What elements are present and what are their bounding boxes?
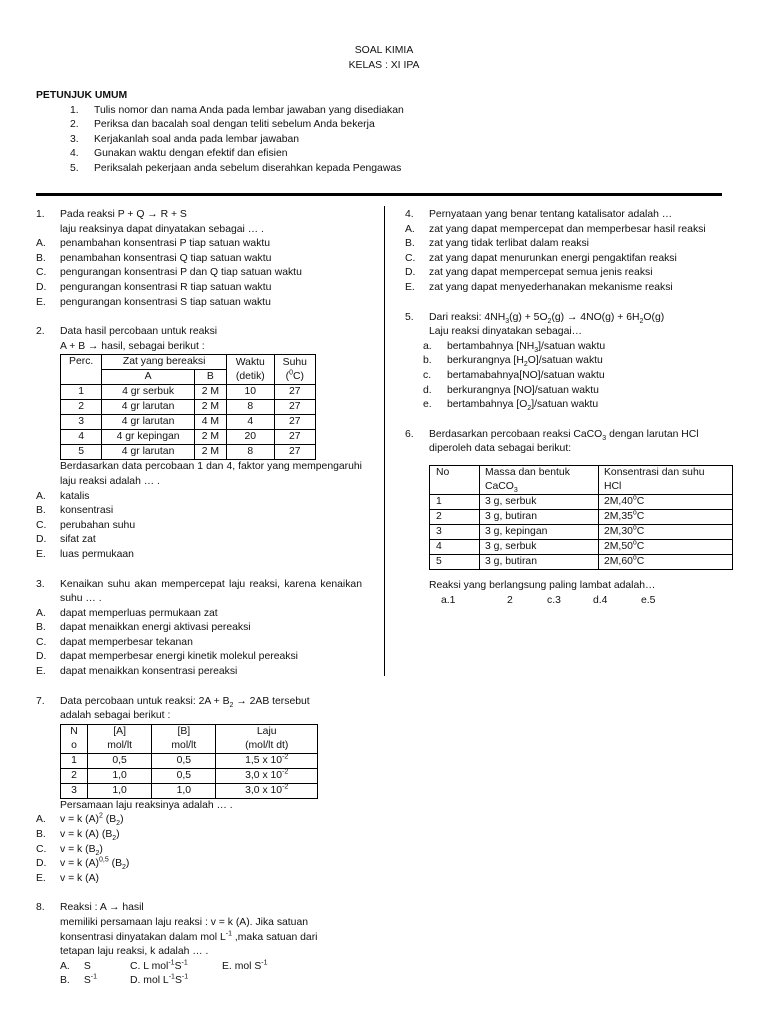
option: a. bertambahnya $[NH_3]$/satuan waktu [423, 340, 606, 354]
option: B. dapat menaikkan energi aktivasi pereaksi [36, 622, 251, 634]
table-row: 3 4 gr larutan 4 M 4 27 [61, 415, 316, 430]
question-7 [36, 695, 362, 887]
option: D. mol $L^{-1}S^{-1}$ [130, 973, 189, 986]
document-title: SOAL KIMIA [354, 45, 414, 56]
question-1 [36, 208, 362, 310]
instruction-item: 5. Periksalah pekerjaan anda sebelum diserahkan kepada Pengawas [70, 162, 402, 174]
question-number: 6. [405, 428, 414, 440]
option: D. pengurangan konsentrasi R tiap satuan waktu [36, 281, 272, 293]
document-subtitle: KELAS : XI IPA [348, 59, 420, 71]
question-stem: adalah sebagai berikut : [60, 710, 171, 722]
instruction-item: 3. Kerjakanlah soal anda pada lembar jawaban [70, 133, 300, 145]
option: B. zat yang tidak terlibat dalam reaksi [405, 238, 589, 250]
option: E. zat yang dapat menyederhanakan mekanisme reaksi [405, 281, 673, 293]
instruction-item: 4. Gunakan waktu dengan efektif dan efisien [70, 148, 288, 160]
option: B. konsentrasi [36, 505, 114, 517]
option: D. v = k $(A)^{0,5}$ $(B_2)$ [36, 856, 130, 872]
question-stem: laju reaksinya dapat dinyatakan sebagai … . [60, 223, 264, 235]
question-number: 2. [36, 326, 45, 338]
instructions-heading: PETUNJUK UMUM [36, 90, 128, 101]
question-number: 4. [405, 209, 414, 220]
option: E. mol $S^{-1}$ [222, 959, 268, 972]
option: C. pengurangan konsentrasi P dan Q tiap satuan waktu [36, 267, 302, 279]
table-row: 2 1,0 0,5 3,0 x $10^{-2}$ [61, 768, 318, 783]
table-row: 3 3 g, kepingan 2M,30$^o$C [430, 524, 733, 539]
column-divider [384, 206, 385, 676]
instruction-item: 1. Tulis nomor dan nama Anda pada lembar jawaban yang disediakan [70, 104, 404, 116]
right-column [405, 208, 733, 609]
question-stem: Kenaikan suhu akan mempercepat laju reaksi, karena kenaikan suhu … . [60, 578, 362, 605]
option: B. penambahan konsentrasi Q tiap satuan waktu [36, 252, 272, 264]
option: C. perubahan suhu [36, 519, 136, 531]
question-stem: Pernyataan yang benar tentang katalisator adalah … [429, 209, 673, 220]
question-number: 7. [36, 695, 45, 707]
option: C. v = k $(B_2)$ [36, 843, 103, 857]
option: B. $S^{-1}$ [60, 973, 97, 986]
option: D. zat yang dapat mempercepat semua jenis reaksi [405, 267, 653, 279]
question-5 [405, 311, 733, 413]
option: C. zat yang dapat menurunkan energi pengaktifan reaksi [405, 252, 677, 264]
instructions [36, 89, 736, 177]
option: e. bertambahnya $[O_2]$/satuan waktu [423, 399, 599, 413]
table-row: 5 3 g, butiran 2M,60$^o$C [430, 554, 733, 569]
question-stem: Persamaan laju reaksinya adalah … . [60, 799, 233, 811]
question-stem: Berdasarkan percobaan reaksi CaCO$_3$ dengan larutan HCl [429, 428, 699, 442]
option: A. penambahan konsentrasi P tiap satuan waktu [36, 238, 271, 250]
option: A. dapat memperluas permukaan zat [36, 607, 218, 619]
option: C. dapat memperbesar tekanan [36, 636, 193, 648]
option: 2 [507, 594, 513, 606]
table-row: 4 3 g, serbuk 2M,50$^o$C [430, 539, 733, 554]
option: E. dapat menaikkan konsentrasi pereaksi [36, 666, 238, 678]
question-stem: memiliki persamaan laju reaksi : v = k (A). Jika satuan [60, 917, 309, 928]
question-2 [36, 325, 362, 562]
option: e.5 [641, 594, 656, 606]
option: D. sifat zat [36, 534, 96, 546]
question-8 [36, 901, 362, 988]
option: E. v = k (A) [36, 872, 99, 884]
table-row: 1 4 gr serbuk 2 M 10 27 [61, 385, 316, 400]
question-number: 1. [36, 209, 45, 220]
left-column [36, 208, 362, 989]
option: c.3 [547, 594, 561, 606]
option: a.1 [441, 594, 456, 606]
data-table: No Massa dan bentuk CaCO$_3$ Konsentrasi dan suhu HCl 1 3 g, serbuk 2M,40$^o$C 2 3 g, butiran 2M,35$^o$C 3 3 g, kepingan 2M,30$^o$C 4 3 g, serbuk 2M,50$^o$C 5 3 g, butiran 2M,60$^o$C [429, 465, 733, 570]
horizontal-divider [36, 193, 722, 196]
option: E. pengurangan konsentrasi S tiap satuan waktu [36, 296, 271, 308]
question-4 [405, 208, 733, 296]
option: C. L $mol^{-1}S^{-1}$ [130, 959, 188, 972]
question-3 [36, 578, 362, 680]
question-stem: tetapan laju reaksi, k adalah … . [60, 946, 209, 958]
answer-choices [429, 594, 733, 609]
question-number: 8. [36, 902, 45, 914]
question-stem: konsentrasi dinyatakan dalam mol $L^{-1}$ ,maka satuan dari [60, 930, 318, 943]
table-row: 1 0,5 0,5 1,5 x $10^{-2}$ [61, 753, 318, 768]
data-table: Perc. Zat yang bereaksi Waktu (detik) Suhu ($^0$C) A B 1 4 gr serbuk 2 M 10 27 2 4 gr larutan 2 M 8 27 3 4 gr larutan 4 M 4 27 4 4 gr kepingan 2 M 20 27 5 4 gr larutan 2 M 8 27 [60, 354, 316, 460]
question-stem: diperoleh data sebagai berikut: [429, 443, 572, 455]
question-stem: Data hasil percobaan untuk reaksi [60, 326, 218, 338]
question-number: 3. [36, 578, 45, 590]
option: A. S [60, 960, 91, 972]
question-stem: Pada reaksi P + Q → R + S [60, 209, 187, 220]
table-row: 5 4 gr larutan 2 M 8 27 [61, 445, 316, 460]
data-table: N o [A] mol/lt [B] mol/lt Laju (mol/lt dt) 1 0,5 0,5 1,5 x $10^{-2}$ 2 1,0 0,5 3,0 x $10^{-2}$ 3 1,0 1,0 3,0 x $10^{-2}$ [60, 724, 318, 799]
option: A. katalis [36, 490, 90, 502]
option: d. berkurangnya [NO]/satuan waktu [423, 384, 599, 396]
option: B. v = k (A) $(B_2)$ [36, 829, 120, 843]
option: c. bertamabahnya[NO]/satuan waktu [423, 369, 605, 381]
option: b. berkurangnya $[H_2O]$/satuan waktu [423, 355, 603, 369]
table-row: 2 4 gr larutan 2 M 8 27 [61, 400, 316, 415]
option: d.4 [593, 594, 608, 606]
option: D. dapat memperbesar energi kinetik molekul pereaksi [36, 651, 298, 663]
question-stem: Reaksi : A → hasil [60, 902, 144, 914]
table-row: 3 1,0 1,0 3,0 x $10^{-2}$ [61, 783, 318, 798]
option: E. luas permukaan [36, 548, 134, 560]
table-row: 2 3 g, butiran 2M,35$^o$C [430, 509, 733, 524]
question-stem: Reaksi yang berlangsung paling lambat adalah… [429, 579, 656, 591]
reaction-equation: Dari reaksi: $4NH_3(g) + 5O_2(g) \to 4NO(g) + 6H_2O(g)$ [429, 311, 665, 325]
question-stem: Laju reaksi dinyatakan sebagai… [429, 326, 583, 338]
option: A. v = k $(A)^2$ $(B_2)$ [36, 812, 124, 828]
question-stem: Berdasarkan data percobaan 1 dan 4, faktor yang mempengaruhi laju reaksi adalah … . [60, 461, 362, 487]
question-stem: A + B → hasil, sebagai berikut : [60, 340, 205, 352]
document-header [0, 44, 768, 73]
question-6 [405, 428, 733, 609]
instruction-item: 2. Periksa dan bacalah soal dengan teliti sebelum Anda bekerja [70, 119, 375, 131]
table-row: 1 3 g, serbuk 2M,40$^o$C [430, 494, 733, 509]
question-stem: Data percobaan untuk reaksi: $2A + B_2 \to 2AB$ tersebut [60, 695, 310, 709]
question-number: 5. [405, 311, 414, 323]
option: A. zat yang dapat mempercepat dan memperbesar hasil reaksi [405, 223, 706, 235]
table-row: 4 4 gr kepingan 2 M 20 27 [61, 430, 316, 445]
